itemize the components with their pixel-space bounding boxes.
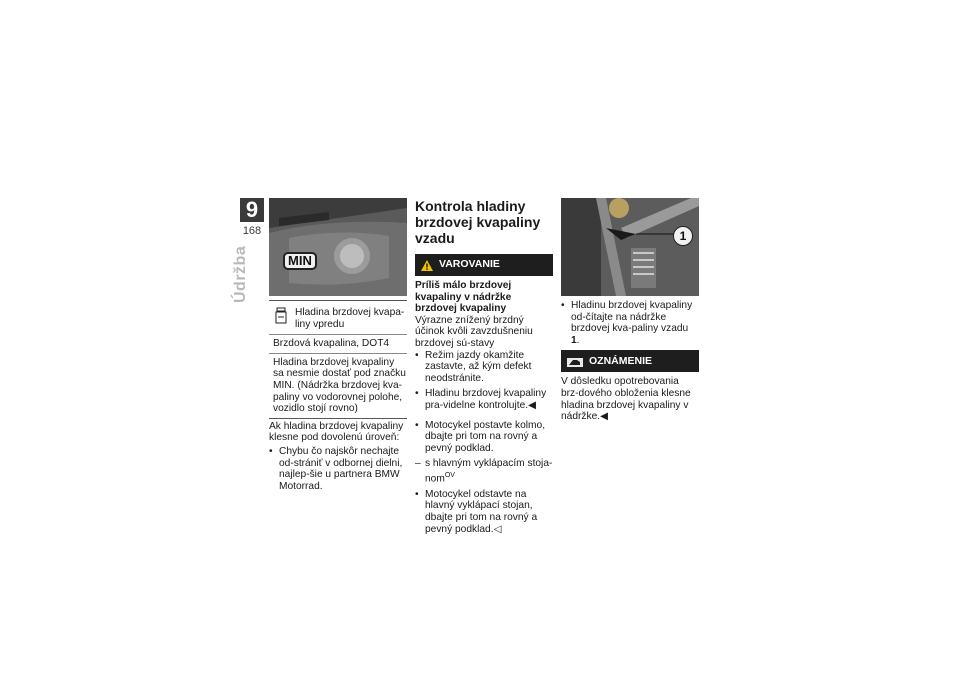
list-item	[415, 458, 553, 485]
spec-table	[269, 300, 407, 419]
front-reservoir-illustration	[269, 198, 407, 296]
part-ref: 1	[571, 334, 577, 346]
spec-note: Hladina brzdovej kvapaliny sa nesmie dostať pod značku MIN. (Nádržka brzdovej kva-paliny vo vodorovnej polohe, vozidlo stojí rovno)	[269, 353, 407, 418]
callout-1: 1	[673, 226, 693, 246]
rear-reservoir-illustration	[561, 198, 699, 296]
warning-banner	[415, 254, 553, 276]
bullet-list	[415, 350, 553, 536]
bullet-list	[561, 300, 699, 346]
list-item: • Motocykel postavte kolmo, dbajte pri tom na rovný a pevný podklad.	[415, 420, 553, 455]
list-item: • Motocykel odstavte na hlavný vyklápací stojan, dbajte pri tom na rovný a pevný podklad.◁	[415, 489, 553, 535]
column-1	[269, 198, 407, 496]
chapter-title: Údržba	[232, 246, 249, 304]
brake-fluid-reservoir-icon	[275, 307, 287, 325]
dash-text: s hlavným vyklápacím stoja-nom	[425, 458, 553, 485]
warning-triangle-icon	[421, 260, 433, 271]
list-item: • Hladinu brzdovej kvapaliny pra-videlne kontrolujte.◀	[415, 388, 553, 411]
column-2	[415, 198, 553, 539]
section-heading: Kontrola hladiny brzdovej kvapaliny vzadu	[415, 198, 541, 246]
min-mark-label: MIN	[283, 252, 317, 270]
spec-header	[269, 301, 407, 334]
notice-hand-icon	[567, 356, 583, 367]
front-reservoir-photo	[269, 198, 407, 296]
rear-reservoir-photo	[561, 198, 699, 296]
body-text: Ak hladina brzdovej kvapaliny klesne pod dovolenú úroveň:	[269, 420, 404, 444]
bullet-list	[269, 446, 407, 492]
list-item: • Režim jazdy okamžite zastavte, až kým defekt neodstránite.	[415, 350, 553, 385]
option-superscript: OV	[444, 471, 455, 479]
warning-body: Výrazne znížený brzdný účinok kvôli zavzdušneniu brzdovej sú-stavy	[415, 314, 533, 349]
spec-value: Brzdová kvapalina, DOT4	[269, 334, 407, 353]
list-item: • Hladinu brzdovej kvapaliny od-čítajte na nádržke brzdovej kva-paliny vzadu 1.	[561, 300, 699, 346]
warning-label: VAROVANIE	[439, 258, 500, 271]
warning-title: Príliš málo brzdovej kvapaliny v nádržke brzdovej kvapaliny	[415, 280, 512, 315]
page-number: 168	[242, 225, 262, 237]
list-item-text: Hladinu brzdovej kvapaliny od-čítajte na nádržke brzdovej kva-paliny vzadu	[571, 300, 693, 335]
list-item: • Chybu čo najskôr nechajte od-strániť v odbornej dielni, najlep-šie u partnera BMW Motorrad.	[269, 446, 407, 492]
column-3	[561, 198, 699, 423]
notice-body: V dôsledku opotrebovania brz-dového obloženia klesne hladina brzdovej kvapaliny v nádržke.◀	[561, 376, 691, 423]
spec-label: Hladina brzdovej kvapa-liny vpredu	[295, 307, 405, 330]
chapter-number: 9	[240, 198, 264, 222]
notice-banner	[561, 350, 699, 372]
notice-label: OZNÁMENIE	[589, 354, 652, 367]
